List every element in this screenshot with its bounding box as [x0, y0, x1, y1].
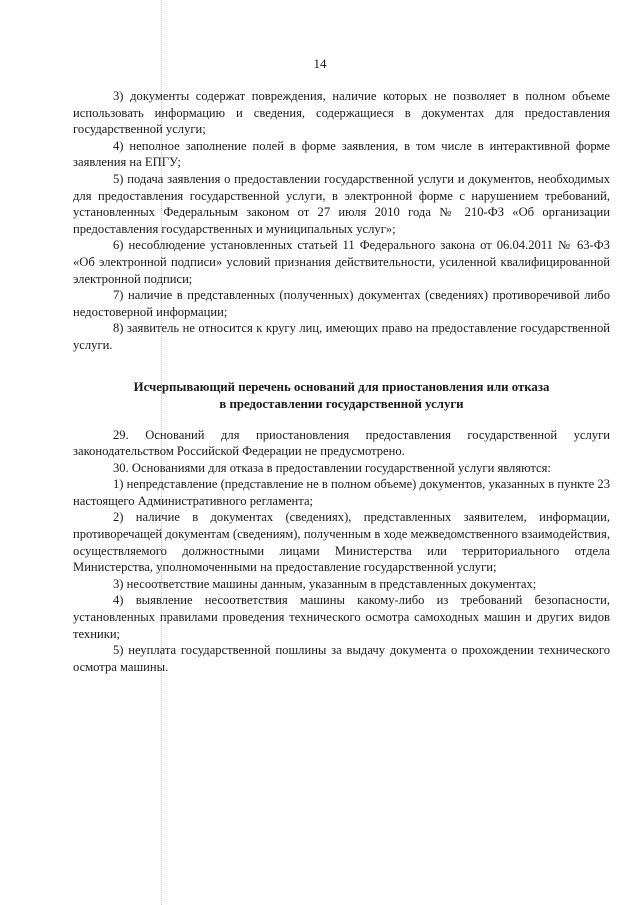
refusal-item-5: 5) неуплата государственной пошлины за выдачу документа о прохождении технического осмотра машины. [73, 643, 610, 674]
refusal-item-1: 1) непредставление (представление не в полном объеме) документов, указанных в пункте 23 настоящего Административного регламента; [73, 477, 610, 508]
section-heading [73, 379, 610, 413]
refusal-item-2: 2) наличие в документах (сведениях), представленных заявителем, информации, противоречащей документам (сведениям), полученным в ходе межведомственного взаимодействия, осуществляемого должностными лицами Министерства или территориального отдела Министерства, уполномоченными на предоставление государственной услуги; [73, 510, 610, 575]
clause-30: 30. Основаниями для отказа в предоставлении государственной услуги являются: [113, 460, 551, 475]
refusal-item-4: 4) выявление несоответствия машины какому-либо из требований безопасности, установленных правилами проведения технического осмотра самоходных машин и других видов техники; [73, 593, 610, 641]
list-item-6: 6) несоблюдение установленных статьей 11 Федерального закона от 06.04.2011 № 63-ФЗ «Об электронной подписи» условий признания действительности, усиленной квалифицированной электронной подписи; [73, 238, 610, 286]
document-body [73, 88, 610, 675]
list-item-7: 7) наличие в представленных (полученных) документах (сведениях) противоречивой либо недостоверной информации; [73, 288, 610, 319]
section-heading-line-2: в предоставлении государственной услуги [219, 396, 464, 411]
list-item-3: 3) документы содержат повреждения, наличие которых не позволяет в полном объеме использовать информацию и сведения, содержащиеся в документах для предоставления государственной услуги; [73, 89, 610, 137]
page-number: 14 [313, 56, 327, 71]
list-item-5: 5) подача заявления о предоставлении государственной услуги и документов, необходимых для предоставления государственной услуги, в электронной форме с нарушением требований, установленных Федеральным законом от 27 июля 2010 года № 210-ФЗ «Об организации предоставления государственных и муниципальных услуг»; [73, 171, 610, 236]
clause-29: 29. Оснований для приостановления предоставления государственной услуги законодательством Российской Федерации не предусмотрено. [73, 427, 610, 459]
list-item-8: 8) заявитель не относится к кругу лиц, имеющих право на предоставление государственной услуги. [73, 321, 610, 352]
section-heading-line-1: Исчерпывающий перечень оснований для приостановления или отказа [133, 379, 550, 394]
list-item-4: 4) неполное заполнение полей в форме заявления, в том числе в интерактивной форме заявления на ЕПГУ; [73, 138, 610, 170]
refusal-item-3: 3) несоответствие машины данным, указанным в представленных документах; [113, 576, 537, 591]
